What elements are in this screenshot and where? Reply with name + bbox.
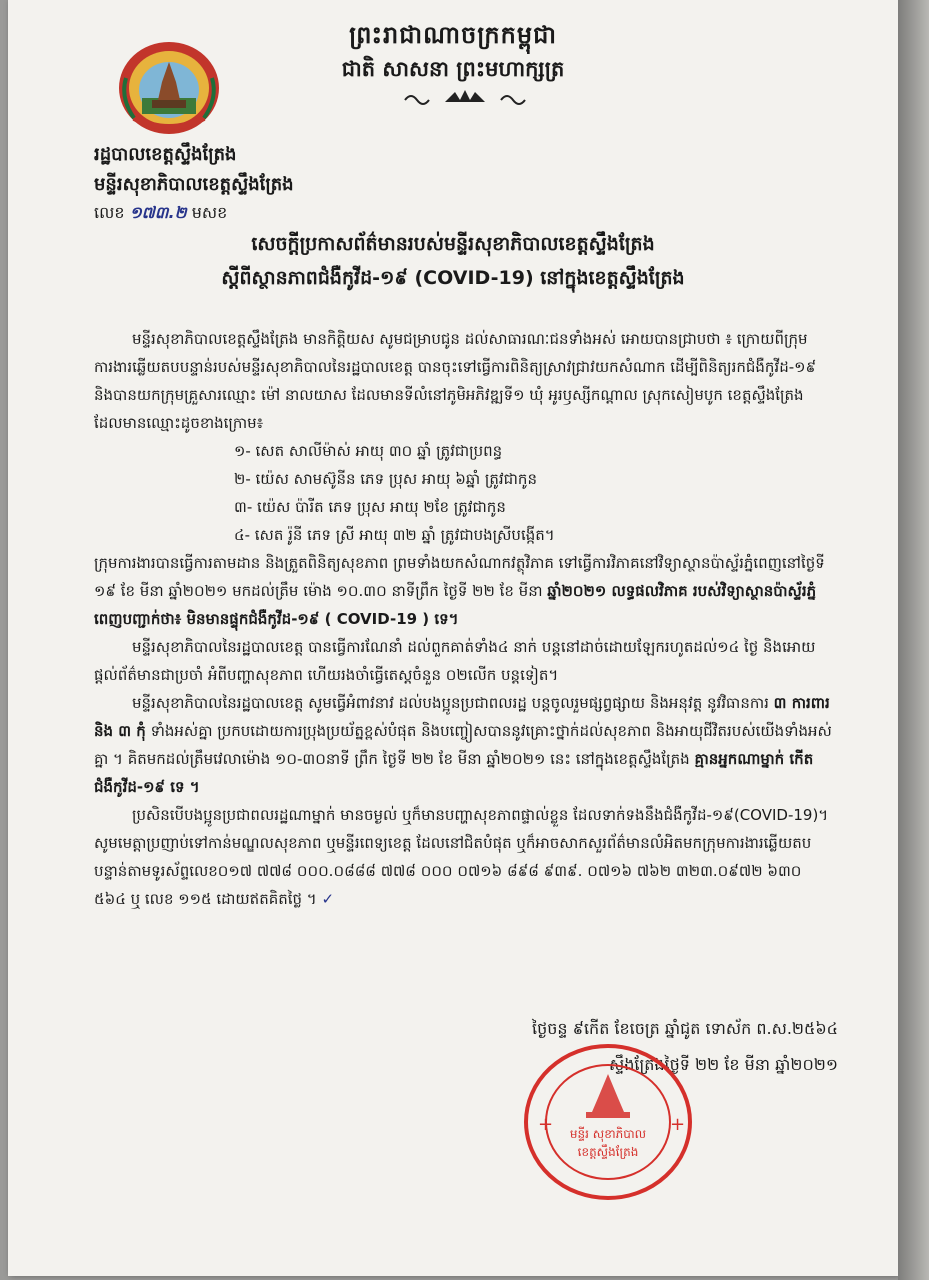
ref-suffix: មសខ (191, 203, 228, 222)
solar-date: ស្ទឹងត្រែងថ្ងៃទី ២២ ខែ មីនា ឆ្នាំ២០២១ (608, 1055, 838, 1074)
paragraph-2-text: ក្រុមការងារបានធ្វើការតាមដាន និងត្រួតពិនិត្យសុខភាព ព្រមទាំងយកសំណាកវត្ថុវិភាគ ទៅធ្វើការវិភាគនៅវិទ្យាស្ថានប៉ាស្ទ័រភ្នំពេញនៅថ្ងៃទី ១៩ ខែ មីនា ឆ្នាំ២០២១ មកដល់ត្រឹម ម៉ោង ១០.៣០ នាទីព្រឹក ថ្ងៃទី ២២ ខែ មីនា (94, 554, 825, 600)
no-cases-text: គ្មានអ្នកណាម្នាក់ កើតជំងឺកូវីដ-១៩ ទេ ។ (94, 750, 814, 796)
list-item: ២- យ៉េស សាមស៊ូនីន ភេទ ប្រុស អាយុ ៦ឆ្នាំ ត្រូវជាកូន (234, 470, 537, 488)
ornament-divider-icon (400, 88, 530, 106)
svg-text:មន្ទីរ សុខាភិបាល: មន្ទីរ សុខាភិបាល (569, 1127, 647, 1141)
lunar-date: ថ្ងៃចន្ទ ៩កើត ខែចេត្រ ឆ្នាំជូត ទោស័ក ព.ស.២៥៦៤ (532, 1019, 838, 1038)
announcement-subtitle: ស្តីពីស្ថានភាពជំងឺកូវីដ-១៩ (COVID-19) នៅក្នុងខេត្តស្ទឹងត្រែង (221, 267, 685, 289)
sender-province: រដ្ឋបាលខេត្តស្ទឹងត្រែង (94, 144, 237, 165)
paragraph-4-mid: ទាំងអស់គ្នា ប្រកបដោយការប្រុងប្រយ័ត្នខ្ពស់បំផុត និងបញ្ចៀសបាននូវគ្រោះថ្នាក់ដល់សុខភាព និងអាយុជីវិតរបស់យើងទាំងអស់គ្នា ។ គិតមកដល់ត្រឹមវេលាម៉ោង ១០-៣០នាទី ព្រឹក ថ្ងៃទី ២២ ខែ មីនា ឆ្នាំ២០២១ នេះ នៅក្នុងខេត្តស្ទឹងត្រែង (94, 722, 832, 768)
official-seal-stamp (520, 1040, 696, 1204)
paragraph-2 (94, 549, 834, 633)
test-result-text: ឆ្នាំ២០២១ លទ្ធផលវិភាគ របស់វិទ្យាស្ថានប៉ាស្ទ័រភ្នំពេញបញ្ជាក់ថា៖ មិនមានផ្ទុកជំងឺកូវីដ-១៩ ( COVID-19 ) ទេ។ (94, 582, 817, 628)
paragraph-3: មន្ទីរសុខាភិបាលនៃរដ្ឋបាលខេត្ត បានធ្វើការណែនាំ ដល់ពួកគាត់ទាំង៤ នាក់ បន្តនៅដាច់ដោយឡែករហូតដល់១៤ ថ្ងៃ និងអោយផ្តល់ព័ត៌មានជាប្រចាំ អំពីបញ្ហាសុខភាព ហើយរងចាំធ្វើតេស្តចំនួន ០២លើក បន្តទៀត។ (94, 638, 816, 684)
measures-text: ៣ ការពារ និង ៣ កុំ (94, 694, 830, 740)
national-motto: ជាតិ សាសនា ព្រះមហាក្សត្រ (341, 57, 565, 81)
reference-number (94, 202, 227, 226)
svg-text:+: + (538, 1114, 554, 1135)
paragraph-5-text: ប្រសិនបើបងប្អូនប្រជាពលរដ្ឋណាម្នាក់ មានចម្ងល់ ឬក៏មានបញ្ហាសុខភាពផ្ទាល់ខ្លួន ដែលទាក់ទងនឹងជំងឺកូវីដ-១៩(COVID-19)។ សូមមេត្តាប្រញាប់ទៅកាន់មណ្ឌលសុខភាព ឬមន្ទីរពេទ្យខេត្ត ដែលនៅជិតបំផុត ឬក៏អាចសាកសួរព័ត៌មានលំអិតមកក្រុមការងារឆ្លើយតបបន្ទាន់តាមទូរស័ព្ទលេខ០១៧ ៧៧៨ ០០០.០៨៨៨ ៧៧៨ ០០០ ០៧១៦ ៨៩៨ ៩៣៩. ០៧១៦ ៧៦២ ៣២៣.០៩៧២ ៦៣០ ៥៦៤ ឬ លេខ ១១៥ ដោយឥតគិតថ្លៃ ។ (94, 806, 829, 908)
sender-department: មន្ទីរសុខាភិបាលខេត្តស្ទឹងត្រែង (94, 174, 294, 195)
pen-mark-icon: ✓ (321, 890, 335, 908)
ref-label: លេខ (94, 203, 125, 222)
svg-text:+: + (670, 1114, 686, 1135)
ref-number-handwritten: ១៧៣.២ (129, 203, 187, 222)
list-item: ៤- សេត រ៉ូនី ភេទ ស្រី អាយុ ៣២ ឆ្នាំ ត្រូវជាបងស្រីបង្កើត។ (234, 526, 555, 544)
announcement-title: សេចក្តីប្រកាសព័ត៌មានរបស់មន្ទីរសុខាភិបាលខេត្តស្ទឹងត្រែង (251, 233, 655, 255)
paragraph-1: មន្ទីរសុខាភិបាលខេត្តស្ទឹងត្រែង មានកិត្តិយស សូមជម្រាបជូន ដល់សាធារណៈជនទាំងអស់ អោយបានជ្រាបថា ៖ ក្រោយពីក្រុមការងារឆ្លើយតបបន្ទាន់របស់មន្ទីរសុខាភិបាលនៃរដ្ឋបាលខេត្ត បានចុះទៅធ្វើការពិនិត្យស្រាវជ្រាវយកសំណាក ដើម្បីពិនិត្យរកជំងឺកូវីដ-១៩ និងបានយកក្រុមគ្រួសារឈ្មោះ ម៉ៅ នាលយាស ដែលមានទីលំនៅភូមិអភិវឌ្ឍទី១ ឃុំ អូរឫស្សីកណ្តាល ស្រុកសៀមបូក ខេត្តស្ទឹងត្រែង ដែលមានឈ្មោះដូចខាងក្រោម៖ (94, 330, 817, 432)
paragraph-4-text: មន្ទីរសុខាភិបាលនៃរដ្ឋបាលខេត្ត សូមធ្វើអំពាវនាវ ដល់បងប្អូនប្រជាពលរដ្ឋ បន្តចូលរួមផ្សព្វផ្សាយ និងអនុវត្ត នូវវិធានការ (132, 694, 769, 712)
kingdom-title: ព្រះរាជាណាចក្រកម្ពុជា (349, 21, 557, 49)
paragraph-4 (94, 689, 834, 801)
list-item: ៣- យ៉េស ប៉ារីត ភេទ ប្រុស អាយុ ២ខែ ត្រូវជាកូន (234, 498, 506, 516)
background-edge (898, 0, 929, 1280)
announcement-body (94, 325, 834, 913)
paragraph-5 (94, 801, 834, 913)
svg-text:ខេត្តស្ទឹងត្រែង: ខេត្តស្ទឹងត្រែង (577, 1145, 639, 1159)
list-item: ១- សេត សាលីម៉ាស់ អាយុ ៣០ ឆ្នាំ ត្រូវជាប្រពន្ធ (234, 442, 503, 460)
document-page (8, 0, 898, 1276)
